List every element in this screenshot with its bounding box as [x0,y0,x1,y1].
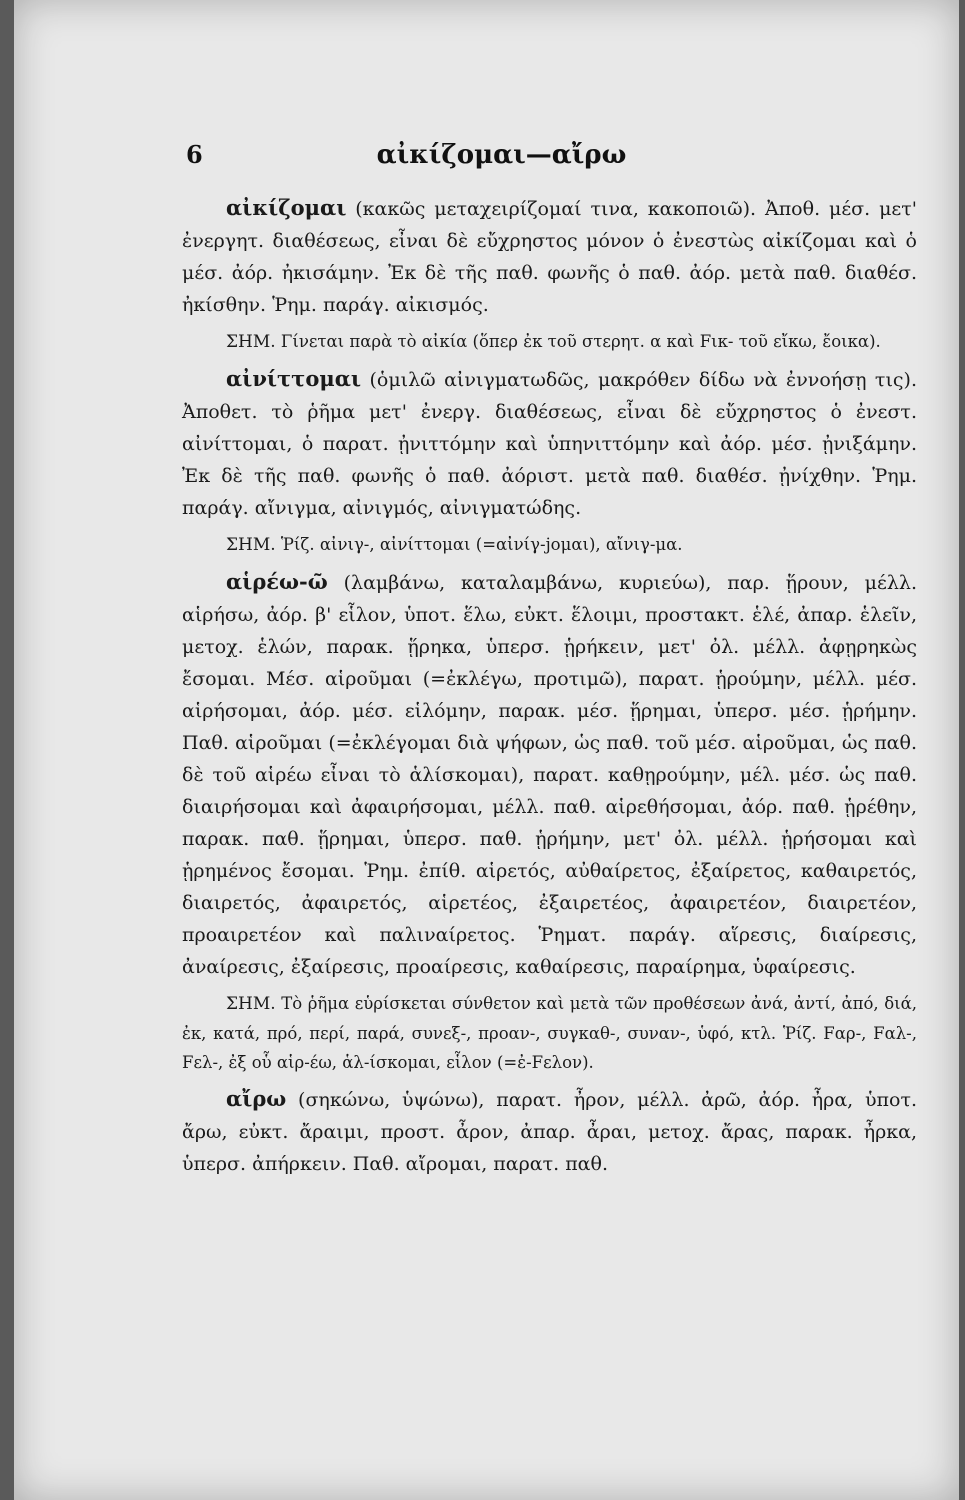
entry-airo [182,1083,917,1180]
headword: αἴρω [226,1086,287,1111]
entry-text: (σηκώνω, ὑψώνω), παρατ. ἦρον, μέλλ. ἀρῶ, ἀόρ. ἦρα, ὑποτ. ἄρω, εὐκτ. ἄραιμι, προστ. ἆρον, ἀπαρ. ἆραι, μετοχ. ἄρας, παρακ. ἦρκα, ὑπερσ. ἀπήρκειν. Παθ. αἴρομαι, παρατ. παθ. [182,1089,917,1175]
book-page [14,0,959,1500]
note-haireo [182,989,917,1077]
page-number: 6 [186,140,203,169]
entry-text: (κακῶς μεταχειρίζομαί τινα, κακοποιῶ). Ἀποθ. μέσ. μετ' ἐνεργητ. διαθέσεως, εἶναι δὲ εὔχρηστος μόνον ὁ ἐνεστὼς αἰκίζομαι καὶ ὁ μέσ. ἀόρ. ἠκισάμην. Ἐκ δὲ τῆς παθ. φωνῆς ὁ παθ. ἀόρ. μετὰ παθ. διαθέσ. ἠκίσθην. Ῥημ. παράγ. αἰκισμός. [182,198,917,316]
headword: αἰνίττομαι [226,366,362,391]
headword: αἱρέω-ῶ [226,569,328,594]
note-label: ΣΗΜ. [226,535,276,555]
note-text: Γίνεται παρὰ τὸ αἰκία (ὅπερ ἐκ τοῦ στερητ. α καὶ Fικ- τοῦ εἴκω, ἔοικα). [275,332,881,351]
note-text: Τὸ ῥῆμα εὑρίσκεται σύνθετον καὶ μετὰ τῶν προθέσεων ἀνά, ἀντί, ἀπό, διά, ἐκ, κατά, πρό, περί, παρά, συνεξ-, προαν-, συγκαθ-, συναν-, ὑφό, κτλ. Ῥίζ. Fαρ-, Fαλ-, Fελ-, ἐξ οὗ αἱρ-έω, ἁλ-ίσκομαι, εἷλον (=ἐ-Fελον). [182,994,917,1072]
entry-text: (λαμβάνω, καταλαμβάνω, κυριεύω), παρ. ᾕρουν, μέλλ. αἱρήσω, ἀόρ. β' εἷλον, ὑποτ. ἕλω, εὐκτ. ἕλοιμι, προστακτ. ἑλέ, ἀπαρ. ἑλεῖν, μετοχ. ἑλών, παρακ. ᾕρηκα, ὑπερσ. ᾑρήκειν, μετ' ὀλ. μέλλ. ἀφῃρηκὼς ἔσομαι. Μέσ. αἱροῦμαι (=ἐκλέγω, προτιμῶ), παρατ. ᾑρούμην, μέλλ. μέσ. αἱρήσομαι, ἀόρ. μέσ. εἱλόμην, παρακ. μέσ. ᾕρημαι, ὑπερσ. μέσ. ᾑρήμην. Παθ. αἱροῦμαι (=ἐκλέγομαι διὰ ψήφων, ὡς παθ. τοῦ μέσ. αἱροῦμαι, ὡς παθ. δὲ τοῦ αἱρέω εἶναι τὸ ἁλίσκομαι), παρατ. καθῃρούμην, μέλ. μέσ. ὡς παθ. διαιρήσομαι καὶ ἀφαιρήσομαι, μέλλ. παθ. αἱρεθήσομαι, ἀόρ. παθ. ᾑρέθην, παρακ. παθ. ᾕρημαι, ὑπερσ. παθ. ᾑρήμην, μετ' ὀλ. μέλλ. ᾑρήσομαι καὶ ᾑρημένος ἔσομαι. Ῥημ. ἐπίθ. αἱρετός, αὐθαίρετος, ἐξαίρετος, καθαιρετός, διαιρετός, ἀφαιρετός, αἱρετέος, ἐξαιρετέος, ἀφαιρετέον, διαιρετέον, προαιρετέον καὶ παλιναίρετος. Ῥηματ. παράγ. αἵρεσις, διαίρεσις, ἀναίρεσις, ἐξαίρεσις, προαίρεσις, καθαίρεσις, παραίρημα, ὑφαίρεσις. [182,572,917,978]
note-label: ΣΗΜ. [226,332,276,352]
headword: αἰκίζομαι [226,195,347,220]
note-label: ΣΗΜ. [226,994,276,1014]
entry-haireo [182,566,917,983]
entry-ainittomai [182,363,917,524]
note-text: Ῥίζ. αἰνιγ-, αἰνίττομαι (=αἰνίγ-jομαι), αἴνιγ-μα. [275,535,683,554]
note-ainittomai [182,530,917,560]
running-head: αἰκίζομαι—αἴρω [376,140,627,170]
page-header [14,140,959,180]
entry-aikizomai [182,192,917,321]
dictionary-text [182,192,917,1186]
entry-text: (ὁμιλῶ αἰνιγματωδῶς, μακρόθεν δίδω νὰ ἐννοήσῃ τις). Ἀποθετ. τὸ ῥῆμα μετ' ἐνεργ. διαθέσεως, εἶναι δὲ εὔχρηστος ὁ ἐνεστ. αἰνίττομαι, ὁ παρατ. ᾐνιττόμην καὶ ὑπηνιττόμην καὶ ἀόρ. μέσ. ᾐνιξάμην. Ἐκ δὲ τῆς παθ. φωνῆς ὁ παθ. ἀόριστ. μετὰ παθ. διαθέσ. ᾐνίχθην. Ῥημ. παράγ. αἴνιγμα, αἰνιγμός, αἰνιγματώδης. [182,369,917,519]
note-aikizomai [182,327,917,357]
